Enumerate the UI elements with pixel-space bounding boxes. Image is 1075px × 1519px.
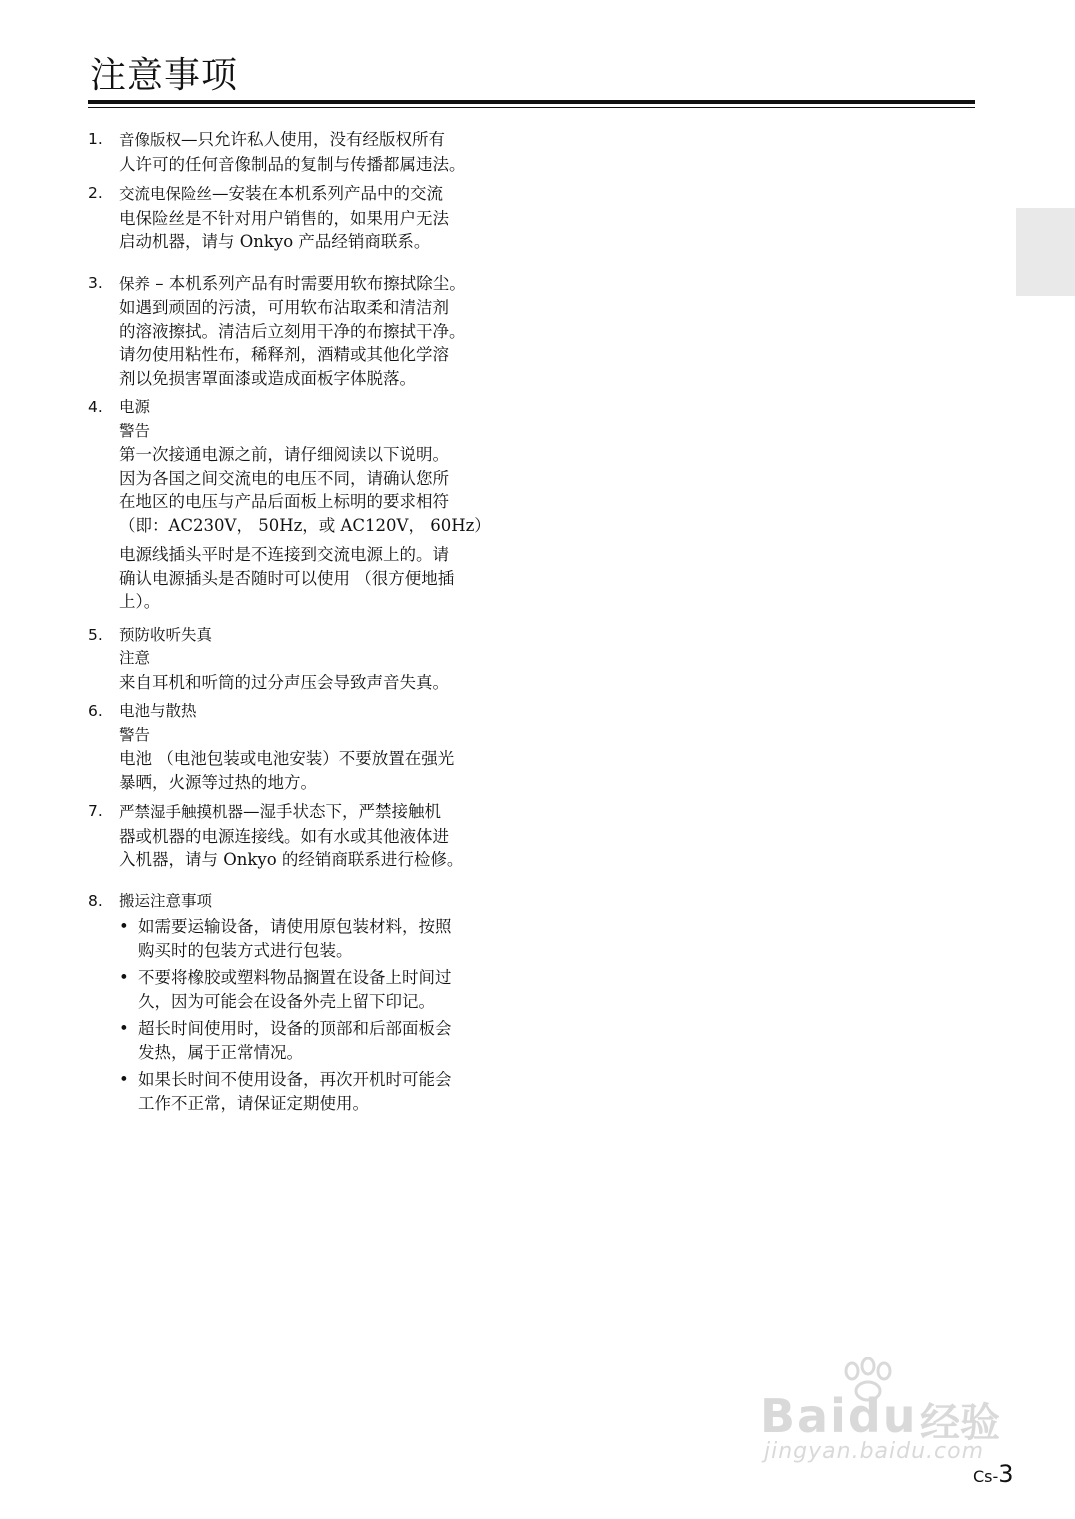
bullet-icon: • <box>119 968 129 987</box>
list-item: 5. 预防收听失真 注意 来自耳机和听筒的过分声压会导致声音失真。 <box>88 624 508 695</box>
list-item: 3. 保养 – 本机系列产品有时需要用软布擦拭除尘。 如遇到顽固的污渍，可用软布沾取柔和清洁剂 的溶液擦拭。清洁后立刻用干净的布擦拭干净。 请勿使用粘性布，稀释剂，酒精或其他化学溶 剂以免损害罩面漆或造成面板字体脱落。 <box>88 272 508 391</box>
item-body: 音像版权—只允许私人使用，没有经版权所有 人许可的任何音像制品的复制与传播都属违法。 <box>119 130 466 174</box>
item-heading: 音像版权 <box>119 131 182 149</box>
bullet-icon: • <box>119 1070 129 1089</box>
list-item: 7. 严禁湿手触摸机器—湿手状态下，严禁接触机 器或机器的电源连接线。如有水或其他液体进 入机器，请与 Onkyo 的经销商联系进行检修。 <box>88 800 508 872</box>
item-body: 交流电保险丝—安装在本机系列产品中的交流 电保险丝是不针对用户销售的，如果用户无法 启动机器，请与 Onkyo 产品经销商联系。 <box>119 184 449 251</box>
list-item: 2. 交流电保险丝—安装在本机系列产品中的交流 电保险丝是不针对用户销售的，如果用户无法 启动机器，请与 Onkyo 产品经销商联系。 <box>88 182 508 254</box>
item-heading: 严禁湿手触摸机器 <box>119 803 244 821</box>
list-item: 6. 电池与散热 警告 电池 （电池包装或电池安装）不要放置在强光 暴晒，火源等过热的地方。 <box>88 700 508 794</box>
bullet-item: • 如需要运输设备，请使用原包装材料，按照 购买时的包装方式进行包装。 <box>119 917 452 960</box>
item-body <box>119 396 508 614</box>
watermark-logo-text: Baidu <box>760 1389 918 1443</box>
item-paragraph: 电源线插头平时是不连接到交流电源上的。请 确认电源插头是否随时可以使用 （很方便地插 上）。 <box>119 545 455 611</box>
item-subheading: 注意 <box>119 649 151 667</box>
item-heading: 搬运注意事项 <box>119 891 213 910</box>
bullet-icon: • <box>119 917 129 936</box>
item-heading: 预防收听失真 <box>119 625 213 644</box>
language-side-tab <box>1016 208 1075 296</box>
item-subheading: 警告 <box>119 421 151 440</box>
bullet-item: • 超长时间使用时，设备的顶部和后部面板会 发热，属于正常情况。 <box>119 1019 452 1062</box>
item-subheading: 警告 <box>119 725 151 744</box>
page-title: 注意事项 <box>90 55 239 96</box>
item-body: 保养 – 本机系列产品有时需要用软布擦拭除尘。 如遇到顽固的污渍，可用软布沾取柔和清洁剂 的溶液擦拭。清洁后立刻用干净的布擦拭干净。 请勿使用粘性布，稀释剂，酒精或其他化学溶 剂以免损害罩面漆或造成面板字体脱落。 <box>119 273 466 388</box>
item-heading: 电源 <box>119 398 151 416</box>
item-heading: 保养 <box>119 274 151 293</box>
title-rule-thick <box>88 100 975 104</box>
list-item: 1. 音像版权—只允许私人使用，没有经版权所有 人许可的任何音像制品的复制与传播都属违法。 <box>88 128 508 176</box>
item-body: 严禁湿手触摸机器—湿手状态下，严禁接触机 器或机器的电源连接线。如有水或其他液体进 入机器，请与 Onkyo 的经销商联系进行检修。 <box>119 802 464 869</box>
item-paragraph: 电池 （电池包装或电池安装）不要放置在强光 暴晒，火源等过热的地方。 <box>119 749 455 792</box>
item-paragraph: 第一次接通电源之前，请仔细阅读以下说明。 因为各国之间交流电的电压不同，请确认您所 在地区的电压与产品后面板上标明的要求相符 （即：AC230V， 50Hz，或 AC120V， 60Hz） <box>119 445 491 535</box>
bullet-icon: • <box>119 1019 129 1038</box>
baidu-jingyan-watermark <box>758 1355 1018 1470</box>
watermark-logo-cn: 经验 <box>920 1400 1000 1446</box>
item-body <box>119 624 508 695</box>
list-item: 8. 搬运注意事项 • 如需要运输设备，请使用原包装材料，按照 购买时的包装方式进行包装。 • 不要将橡胶或塑料物品搁置在设备上时间过 久，因为可能会在设备外壳上留下印记。 • 超长时间使用时，设备的顶部和后部面板会 发热，属于正常情况。 • 如果长时间不使用设备，再次开机时可能会 工作不正常，请保证定期使用。 <box>88 890 508 1116</box>
watermark-url: jingyan.baidu.com <box>764 1439 985 1464</box>
item-body <box>119 700 508 794</box>
precautions-list <box>88 128 508 1119</box>
bullet-item: • 不要将橡胶或塑料物品搁置在设备上时间过 久，因为可能会在设备外壳上留下印记。 <box>119 968 452 1011</box>
item-body <box>119 890 508 1116</box>
item-heading: 交流电保险丝 <box>119 185 213 203</box>
title-rule-thin <box>88 107 975 108</box>
bullet-item: • 如果长时间不使用设备，再次开机时可能会 工作不正常，请保证定期使用。 <box>119 1070 452 1113</box>
list-item: 4. 电源 警告 第一次接通电源之前，请仔细阅读以下说明。 因为各国之间交流电的电压不同，请确认您所 在地区的电压与产品后面板上标明的要求相符 （即：AC230V， 50Hz，或 AC120V， 60Hz） 电源线插头平时是不连接到交流电源上的。请 确认电源插头是否随时可以使用 （很方便地插 上）。 <box>88 396 508 614</box>
page-number: Cs-3 <box>973 1460 1014 1488</box>
item-heading: 电池与散热 <box>119 702 197 720</box>
item-paragraph: 来自耳机和听筒的过分声压会导致声音失真。 <box>119 672 449 692</box>
